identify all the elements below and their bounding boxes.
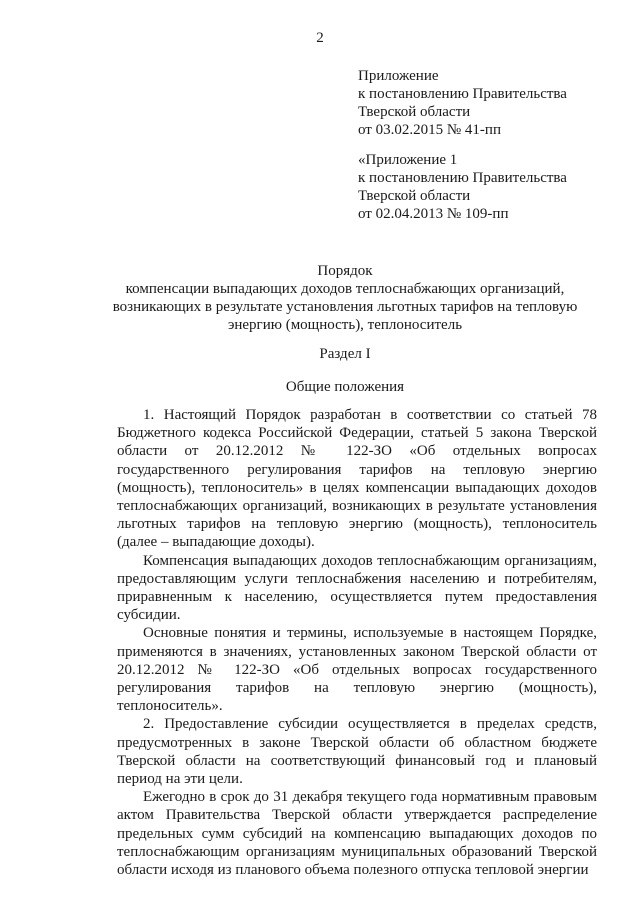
order-title <box>60 262 630 334</box>
paragraph: 1. Настоящий Порядок разработан в соответствии со статьей 78 Бюджетного кодекса Российской Федерации, статьей 5 закона Тверской области от 20.12.2012 № 122-ЗО «Об отдельных вопросах государственного регулирования тарифов на тепловую энергию (мощность), теплоноситель» в целях компенсации выпадающих доходов теплоснабжающих организаций, возникающих в результате установления льготных тарифов на тепловую энергию (мощность), теплоноситель (далее – выпадающие доходы). <box>117 407 597 551</box>
appendix-line: к постановлению Правительства <box>358 170 567 186</box>
appendix-line: «Приложение 1 <box>358 152 458 168</box>
appendix-line: к постановлению Правительства <box>358 86 567 102</box>
paragraph: Компенсация выпадающих доходов теплоснабжающим организациям, предоставляющим услуги теплоснабжения населению и потребителям, приравненным к населению, осуществляется путем предоставления субсидии. <box>117 552 597 624</box>
original-appendix-header <box>358 151 628 223</box>
paragraph: 2. Предоставление субсидии осуществляется в пределах средств, предусмотренных в законе Тверской области об областном бюджете Тверской области на соответствующий финансовый год и плановый период на эти цели. <box>117 716 597 788</box>
appendix-line: от 02.04.2013 № 109-пп <box>358 206 509 222</box>
appendix-line: Приложение <box>358 68 439 84</box>
appendix-line: Тверской области <box>358 188 471 204</box>
order-heading: Порядок <box>317 263 373 279</box>
section-title: Раздел I <box>319 346 371 362</box>
paragraph: Основные понятия и термины, используемые в настоящем Порядке, применяются в значениях, установленных законом Тверской области от 20.12.2012 № 122-ЗО «Об отдельных вопросах государственного регулирования тарифов на тепловую энергию (мощность), теплоноситель». <box>117 625 597 715</box>
section-subtitle: Общие положения <box>285 379 405 395</box>
order-title-line: возникающих в результате установления льготных тарифов на тепловую <box>112 299 578 315</box>
appendix-line: от 03.02.2015 № 41-пп <box>358 122 501 138</box>
paragraph: Ежегодно в срок до 31 декабря текущего года нормативным правовым актом Правительства Тверской области утверждается распределение предельных сумм субсидий на компенсацию выпадающих доходов по теплоснабжающим организациям муниципальных образований Тверской области исходя из планового объема полезного отпуска тепловой энергии <box>117 789 597 879</box>
order-title-line: компенсации выпадающих доходов теплоснабжающих организаций, <box>125 281 565 297</box>
page-number: 2 <box>316 30 324 46</box>
order-title-line: энергию (мощность), теплоноситель <box>227 317 463 333</box>
appendix-header <box>358 67 628 139</box>
appendix-line: Тверской области <box>358 104 471 120</box>
document-body <box>117 406 597 879</box>
